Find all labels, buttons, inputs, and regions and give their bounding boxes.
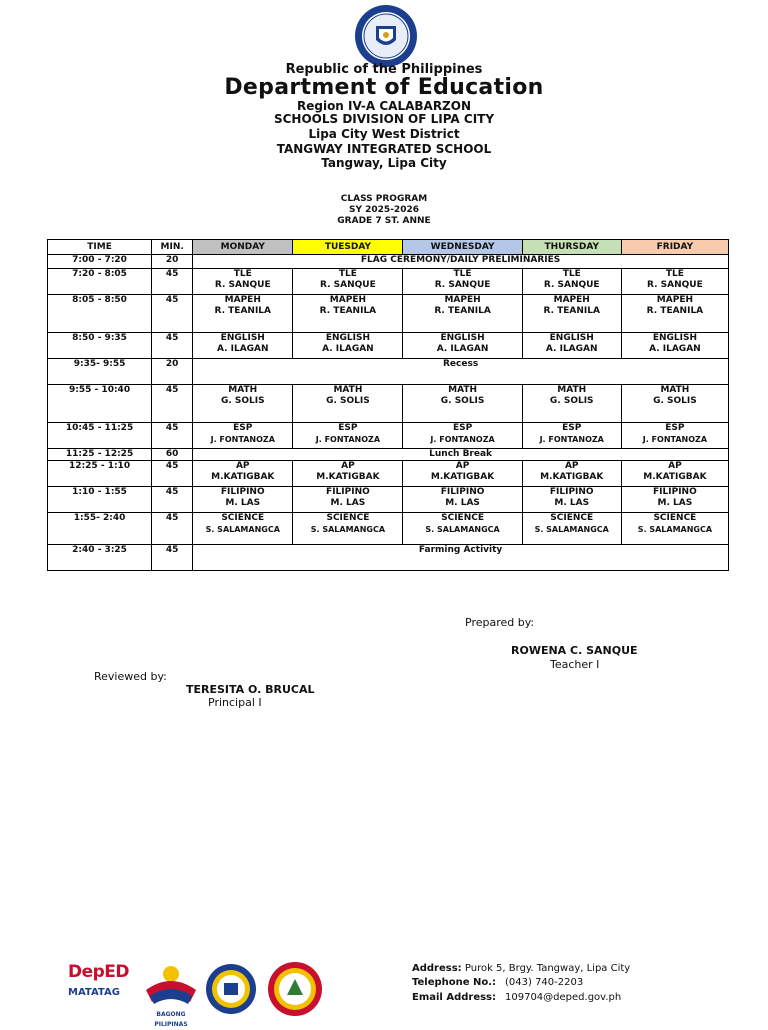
subject-cell: [403, 269, 522, 295]
table-row: [48, 423, 729, 449]
subject-name: TLE: [233, 269, 252, 279]
teacher-name: M.KATIGBAK: [540, 472, 604, 482]
time-cell: 10:45 - 11:25: [48, 423, 152, 449]
teacher-name: R. TEANILA: [543, 306, 600, 316]
table-row: [48, 269, 729, 295]
minutes-cell: 45: [152, 487, 193, 513]
table-row: [48, 385, 729, 423]
teacher-name: A. ILAGAN: [545, 344, 598, 354]
prepared-by-title: Teacher I: [550, 658, 600, 671]
teacher-name: M.KATIGBAK: [643, 472, 707, 482]
time-cell: 2:40 - 3:25: [48, 545, 152, 571]
minutes-cell: 60: [152, 449, 193, 461]
school-seal-icon: [267, 961, 323, 1017]
subject-cell: [403, 423, 522, 449]
subject-cell: [293, 487, 403, 513]
subject-cell: [293, 513, 403, 545]
teacher-name: J. FONTANOZA: [210, 435, 275, 444]
school-address-heading: Tangway, Lipa City: [321, 156, 447, 170]
time-cell: 7:00 - 7:20: [48, 255, 152, 269]
minutes-cell: 45: [152, 513, 193, 545]
district-heading: Lipa City West District: [308, 127, 460, 141]
subject-name: ESP: [562, 423, 582, 433]
subject-name: MATH: [660, 385, 690, 395]
bagong-pilipinas-emblem-icon: [140, 960, 202, 1006]
footer-phone-value: (043) 740-2203: [505, 977, 584, 988]
teacher-name: M.KATIGBAK: [430, 472, 495, 482]
deped-matatag-logo: [68, 962, 130, 1014]
teacher-name: R. SANQUE: [434, 280, 491, 290]
subject-cell: [193, 461, 293, 487]
time-cell: 12:25 - 1:10: [48, 461, 152, 487]
subject-cell: [522, 269, 621, 295]
subject-name: FILIPINO: [326, 487, 370, 497]
subject-name: MAPEH: [224, 295, 261, 305]
subject-cell: [403, 487, 522, 513]
time-cell: 9:55 - 10:40: [48, 385, 152, 423]
time-cell: 9:35- 9:55: [48, 359, 152, 385]
teacher-name: M.KATIGBAK: [211, 472, 275, 482]
teacher-name: G. SOLIS: [653, 396, 697, 406]
republic-heading: Republic of the Philippines: [285, 62, 483, 77]
column-header-time: TIME: [48, 240, 152, 255]
minutes-cell: 45: [152, 333, 193, 359]
subject-name: MATH: [228, 385, 258, 395]
subject-cell: [403, 295, 522, 333]
teacher-name: M.KATIGBAK: [316, 472, 380, 482]
teacher-name: R. TEANILA: [646, 306, 704, 316]
teacher-name: M. LAS: [330, 498, 366, 508]
subject-name: FILIPINO: [220, 487, 265, 497]
teacher-name: G. SOLIS: [326, 396, 370, 406]
time-cell: 11:25 - 12:25: [48, 449, 152, 461]
subject-name: AP: [564, 461, 579, 471]
column-header-friday: FRIDAY: [621, 240, 728, 255]
table-row: [48, 487, 729, 513]
class-schedule-table: [47, 239, 729, 571]
teacher-name: S. SALAMANGCA: [310, 525, 386, 534]
subject-cell: [193, 385, 293, 423]
teacher-name: M. LAS: [225, 498, 261, 508]
subject-name: MATH: [333, 385, 363, 395]
subject-name: MAPEH: [553, 295, 590, 305]
time-cell: 7:20 - 8:05: [48, 269, 152, 295]
footer-email-value: 109704@deped.gov.ph: [505, 992, 622, 1003]
subject-name: ESP: [233, 423, 253, 433]
teacher-name: M. LAS: [554, 498, 590, 508]
subject-cell: [193, 423, 293, 449]
deped-seal-icon: [350, 4, 422, 68]
table-header-row: [48, 240, 729, 255]
subject-name: MATH: [557, 385, 587, 395]
column-header-thursday: THURSDAY: [522, 240, 621, 255]
program-title: CLASS PROGRAM: [340, 194, 428, 204]
footer-email-label: Email Address:: [412, 992, 497, 1003]
department-heading: Department of Education: [224, 75, 544, 100]
teacher-name: J. FONTANOZA: [642, 435, 708, 444]
subject-cell: [621, 269, 728, 295]
region-heading: Region IV-A CALABARZON: [296, 99, 472, 113]
subject-cell: [193, 269, 293, 295]
subject-cell: [403, 461, 522, 487]
column-header-min: MIN.: [152, 240, 193, 255]
time-cell: 1:55- 2:40: [48, 513, 152, 545]
teacher-name: J. FONTANOZA: [430, 435, 495, 444]
subject-name: MAPEH: [656, 295, 693, 305]
minutes-cell: 45: [152, 461, 193, 487]
column-header-monday: MONDAY: [193, 240, 293, 255]
time-cell: 8:05 - 8:50: [48, 295, 152, 333]
reviewed-by-label: Reviewed by:: [94, 670, 167, 683]
teacher-name: G. SOLIS: [220, 396, 265, 406]
division-heading: SCHOOLS DIVISION OF LIPA CITY: [273, 112, 495, 126]
program-section: GRADE 7 ST. ANNE: [337, 216, 431, 226]
subject-cell: [522, 461, 621, 487]
footer-address: [412, 962, 630, 976]
reviewed-by-name: TERESITA O. BRUCAL: [186, 683, 315, 696]
subject-name: ENGLISH: [652, 333, 697, 343]
subject-cell: [403, 333, 522, 359]
teacher-name: R. SANQUE: [320, 280, 376, 290]
teacher-name: R. TEANILA: [319, 306, 377, 316]
subject-cell: [193, 295, 293, 333]
merged-activity-cell: Farming Activity: [193, 545, 729, 571]
subject-name: SCIENCE: [326, 513, 370, 523]
program-school-year: SY 2025-2026: [349, 205, 419, 215]
subject-name: MATH: [448, 385, 478, 395]
subject-cell: [522, 487, 621, 513]
table-row: [48, 295, 729, 333]
bagong-pilipinas-text: BAGONG PILIPINAS: [154, 1011, 188, 1028]
teacher-name: A. ILAGAN: [322, 344, 374, 354]
teacher-name: A. ILAGAN: [216, 344, 269, 354]
subject-name: AP: [455, 461, 470, 471]
subject-cell: [621, 423, 728, 449]
subject-cell: [293, 295, 403, 333]
teacher-name: S. SALAMANGCA: [425, 525, 500, 534]
subject-name: AP: [668, 461, 682, 471]
subject-cell: [621, 333, 728, 359]
column-header-tuesday: TUESDAY: [293, 240, 403, 255]
teacher-name: R. TEANILA: [434, 306, 491, 316]
table-row: [48, 333, 729, 359]
subject-name: TLE: [453, 269, 472, 279]
footer-address-label: Address:: [412, 963, 462, 974]
subject-name: AP: [235, 461, 250, 471]
prepared-by-label: Prepared by:: [465, 616, 535, 629]
subject-cell: [293, 385, 403, 423]
table-row: [48, 513, 729, 545]
subject-name: FILIPINO: [549, 487, 594, 497]
subject-cell: [522, 423, 621, 449]
teacher-name: R. SANQUE: [214, 280, 271, 290]
minutes-cell: 45: [152, 423, 193, 449]
teacher-name: J. FONTANOZA: [539, 435, 604, 444]
merged-activity-cell: Recess: [193, 359, 729, 385]
subject-name: SCIENCE: [653, 513, 697, 523]
subject-cell: [621, 461, 728, 487]
teacher-name: G. SOLIS: [549, 396, 594, 406]
subject-name: ESP: [452, 423, 473, 433]
subject-cell: [522, 513, 621, 545]
bagong-pilipinas-logo: [140, 960, 202, 1028]
footer-phone-label: Telephone No.:: [412, 977, 497, 988]
prepared-by-name: ROWENA C. SANQUE: [511, 644, 638, 657]
minutes-cell: 45: [152, 269, 193, 295]
subject-name: FILIPINO: [653, 487, 697, 497]
subject-cell: [621, 487, 728, 513]
table-row: [48, 255, 729, 269]
teacher-name: S. SALAMANGCA: [534, 525, 609, 534]
subject-cell: [621, 513, 728, 545]
minutes-cell: 45: [152, 385, 193, 423]
teacher-name: R. TEANILA: [214, 306, 271, 316]
subject-name: SCIENCE: [550, 513, 594, 523]
footer-email: [412, 991, 622, 1005]
subject-cell: [193, 333, 293, 359]
subject-name: MAPEH: [329, 295, 366, 305]
time-cell: 8:50 - 9:35: [48, 333, 152, 359]
teacher-name: M. LAS: [445, 498, 480, 508]
merged-activity-cell: FLAG CEREMONY/DAILY PRELIMINARIES: [193, 255, 729, 269]
teacher-name: M. LAS: [657, 498, 693, 508]
subject-name: FILIPINO: [440, 487, 485, 497]
subject-name: TLE: [665, 269, 684, 279]
subject-name: ESP: [338, 423, 358, 433]
teacher-name: R. SANQUE: [647, 280, 703, 290]
subject-name: SCIENCE: [221, 513, 265, 523]
subject-name: ENGLISH: [440, 333, 485, 343]
subject-name: MAPEH: [444, 295, 481, 305]
subject-name: ENGLISH: [325, 333, 370, 343]
subject-cell: [621, 385, 728, 423]
subject-cell: [403, 385, 522, 423]
subject-cell: [403, 513, 522, 545]
footer-address-value: Purok 5, Brgy. Tangway, Lipa City: [464, 963, 631, 974]
subject-cell: [293, 269, 403, 295]
teacher-name: S. SALAMANGCA: [205, 525, 280, 534]
teacher-name: G. SOLIS: [440, 396, 485, 406]
subject-cell: [293, 333, 403, 359]
subject-name: ESP: [665, 423, 685, 433]
table-row: [48, 545, 729, 571]
subject-name: SCIENCE: [441, 513, 484, 523]
matatag-logo-text: MATATAG: [68, 987, 120, 998]
subject-name: AP: [341, 461, 355, 471]
teacher-name: A. ILAGAN: [436, 344, 489, 354]
minutes-cell: 45: [152, 545, 193, 571]
division-seal-icon: [205, 963, 257, 1015]
subject-cell: [293, 461, 403, 487]
teacher-name: A. ILAGAN: [649, 344, 701, 354]
reviewed-by-title: Principal I: [208, 696, 262, 709]
teacher-name: J. FONTANOZA: [315, 435, 381, 444]
minutes-cell: 20: [152, 359, 193, 385]
subject-cell: [621, 295, 728, 333]
teacher-name: R. SANQUE: [543, 280, 600, 290]
table-row: [48, 461, 729, 487]
merged-activity-cell: Lunch Break: [193, 449, 729, 461]
deped-logo-text: DepED: [68, 962, 130, 982]
subject-cell: [522, 295, 621, 333]
column-header-wednesday: WEDNESDAY: [403, 240, 522, 255]
subject-cell: [193, 513, 293, 545]
table-row: [48, 449, 729, 461]
subject-name: TLE: [562, 269, 581, 279]
subject-name: ENGLISH: [220, 333, 265, 343]
teacher-name: S. SALAMANGCA: [637, 525, 713, 534]
subject-cell: [193, 487, 293, 513]
minutes-cell: 45: [152, 295, 193, 333]
subject-cell: [293, 423, 403, 449]
minutes-cell: 20: [152, 255, 193, 269]
subject-cell: [522, 385, 621, 423]
subject-name: TLE: [338, 269, 357, 279]
footer-phone: [412, 976, 584, 990]
time-cell: 1:10 - 1:55: [48, 487, 152, 513]
school-heading: TANGWAY INTEGRATED SCHOOL: [276, 142, 492, 156]
table-row: [48, 359, 729, 385]
subject-name: ENGLISH: [549, 333, 594, 343]
subject-cell: [522, 333, 621, 359]
